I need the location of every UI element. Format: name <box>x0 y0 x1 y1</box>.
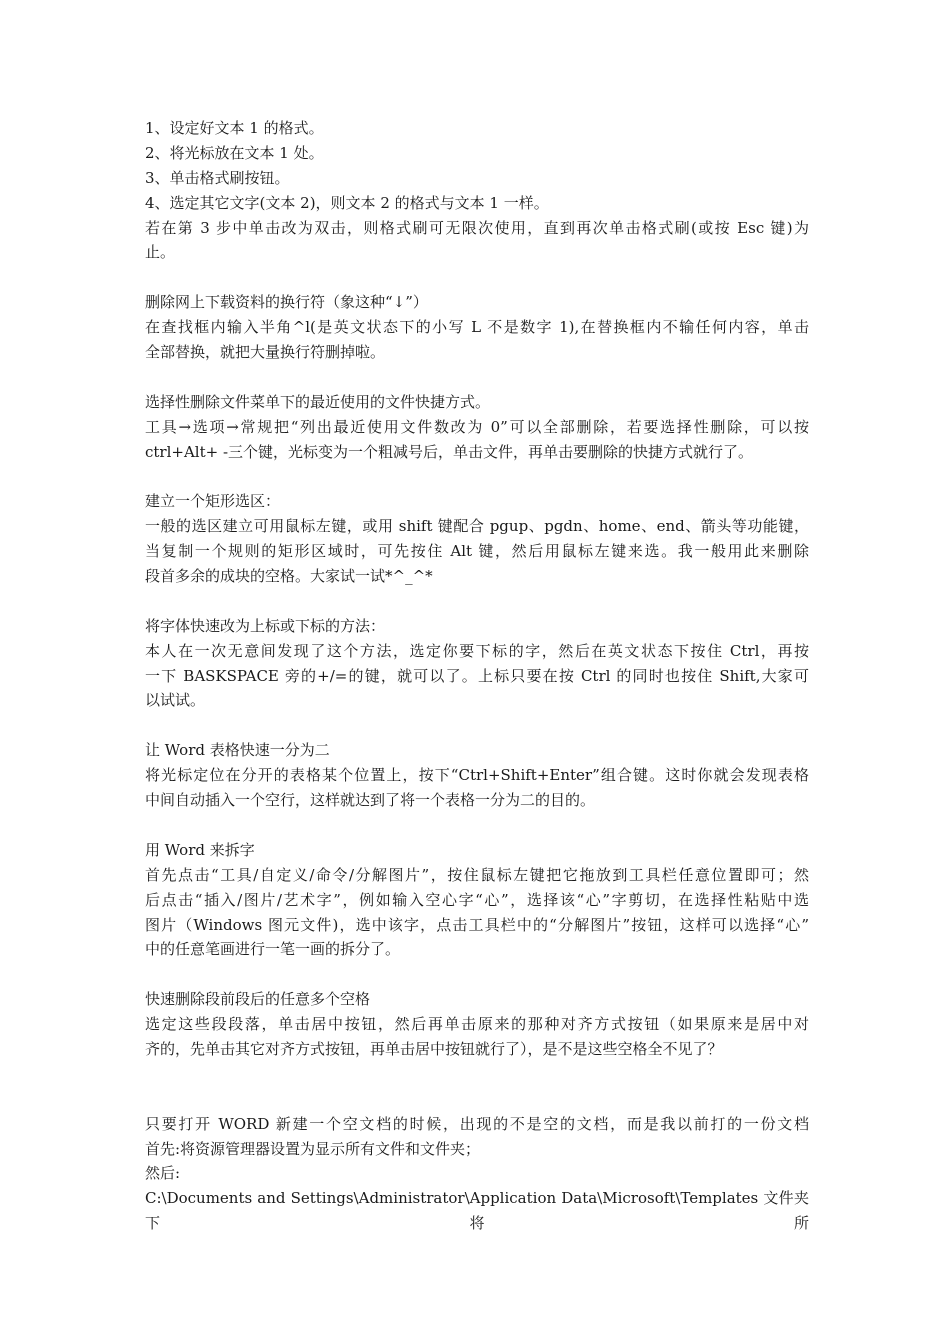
paragraph-gap <box>145 265 809 290</box>
tip-linebreak-line-1: 在查找框内输入半角^l(是英文状态下的小写 L 不是数字 1),在替换框内不输任何内容，单击 <box>145 318 809 337</box>
tip-linebreak-line-2: 全部替换，就把大量换行符删掉啦。 <box>145 343 386 362</box>
step-4: 4、选定其它文字(文本 2)，则文本 2 的格式与文本 1 一样。 <box>145 193 549 212</box>
tip-spaces-line-2: 齐的，先单击其它对齐方式按钮，再单击居中按钮就行了），是不是这些空格全不见了？ <box>145 1039 723 1058</box>
tip-recent-files-line-1: 工具→选项→常规把“列出最近使用文件数改为 0”可以全部删除，若要选择性删除，可以按 <box>145 417 809 436</box>
tip-recent-files-line-2: ctrl+Alt+ -三个键，光标变为一个粗减号后，单击文件，再单击要删除的快捷方式就行了。 <box>145 442 754 461</box>
tip-rect-select-line-2: 当复制一个规则的矩形区域时，可先按住 Alt 键，然后用鼠标左键来选。我一般用此来删除 <box>145 542 809 561</box>
tip-spaces-line-1: 选定这些段段落，单击居中按钮，然后再单击原来的那种对齐方式按钮（如果原来是居中对 <box>145 1015 809 1034</box>
tip-split-char-line-1: 首先点击“工具/自定义/命令/分解图片”，按住鼠标左键把它拖放到工具栏任意位置即可；然 <box>145 865 809 884</box>
tip-template-line-3: 然后: <box>145 1164 181 1183</box>
tip-split-char-line-4: 中的任意笔画进行一笔一画的拆分了。 <box>145 940 401 959</box>
step-2: 2、将光标放在文本 1 处。 <box>145 143 324 162</box>
tip-recent-files-title: 选择性删除文件菜单下的最近使用的文件快捷方式。 <box>145 392 491 411</box>
tip-rect-select-title: 建立一个矩形选区： <box>145 492 281 511</box>
document-body <box>145 116 809 1233</box>
format-brush-note-line-1: 若在第 3 步中单击改为双击，则格式刷可无限次使用，直到再次单击格式刷(或按 Esc 键)为 <box>145 218 809 237</box>
paragraph-gap <box>145 962 809 987</box>
format-brush-note-line-2: 止。 <box>145 243 176 262</box>
tip-superscript-line-2: 一下 BASKSPACE 旁的+/=的键，就可以了。上标只要在按 Ctrl 的同时也按住 Shift,大家可 <box>145 666 809 685</box>
tip-linebreak-title: 删除网上下载资料的换行符（象这种“↓”） <box>145 293 428 312</box>
tip-split-table-line-1: 将光标定位在分开的表格某个位置上，按下“Ctrl+Shift+Enter”组合键。这时你就会发现表格 <box>145 766 809 785</box>
tip-split-char-line-2: 后点击“插入/图片/艺术字”，例如输入空心字“心”，选择该“心”字剪切，在选择性粘贴中选 <box>145 890 809 909</box>
paragraph-gap <box>145 713 809 738</box>
tip-template-line-2: 首先:将资源管理器设置为显示所有文件和文件夹； <box>145 1139 481 1158</box>
tip-superscript-line-3: 以试试。 <box>145 691 206 710</box>
tip-split-char-line-3: 图片（Windows 图元文件)，选中该字，点击工具栏中的“分解图片”按钮，这样可以选择“心” <box>145 915 809 934</box>
tip-spaces-title: 快速删除段前段后的任意多个空格 <box>145 990 371 1009</box>
paragraph-gap <box>145 365 809 390</box>
tip-split-table-line-2: 中间自动插入一个空行，这样就达到了将一个表格一分为二的目的。 <box>145 791 596 810</box>
paragraph-gap <box>145 1062 809 1112</box>
paragraph-gap <box>145 464 809 489</box>
step-3: 3、单击格式刷按钮。 <box>145 168 290 187</box>
step-1: 1、设定好文本 1 的格式。 <box>145 119 324 137</box>
tip-superscript-title: 将字体快速改为上标或下标的方法： <box>145 616 386 635</box>
paragraph-gap <box>145 813 809 838</box>
tip-template-line-1: 只要打开 WORD 新建一个空文档的时候，出现的不是空的文档，而是我以前打的一份文档 <box>145 1114 809 1133</box>
tip-superscript-line-1: 本人在一次无意间发现了这个方法，选定你要下标的字，然后在英文状态下按住 Ctrl，再按 <box>145 641 809 660</box>
tip-rect-select-line-1: 一般的选区建立可用鼠标左键，或用 shift 键配合 pgup、pgdn、home、end、箭头等功能键， <box>145 517 809 536</box>
tip-rect-select-line-3: 段首多余的成块的空格。大家试一试*^_^* <box>145 567 433 586</box>
paragraph-gap <box>145 589 809 614</box>
tip-template-line-4: C:\Documents and Settings\Administrator\Application Data\Microsoft\Templates 文件夹下将所 <box>145 1189 809 1233</box>
tip-split-table-title: 让 Word 表格快速一分为二 <box>145 741 330 760</box>
tip-split-char-title: 用 Word 来拆字 <box>145 840 255 859</box>
